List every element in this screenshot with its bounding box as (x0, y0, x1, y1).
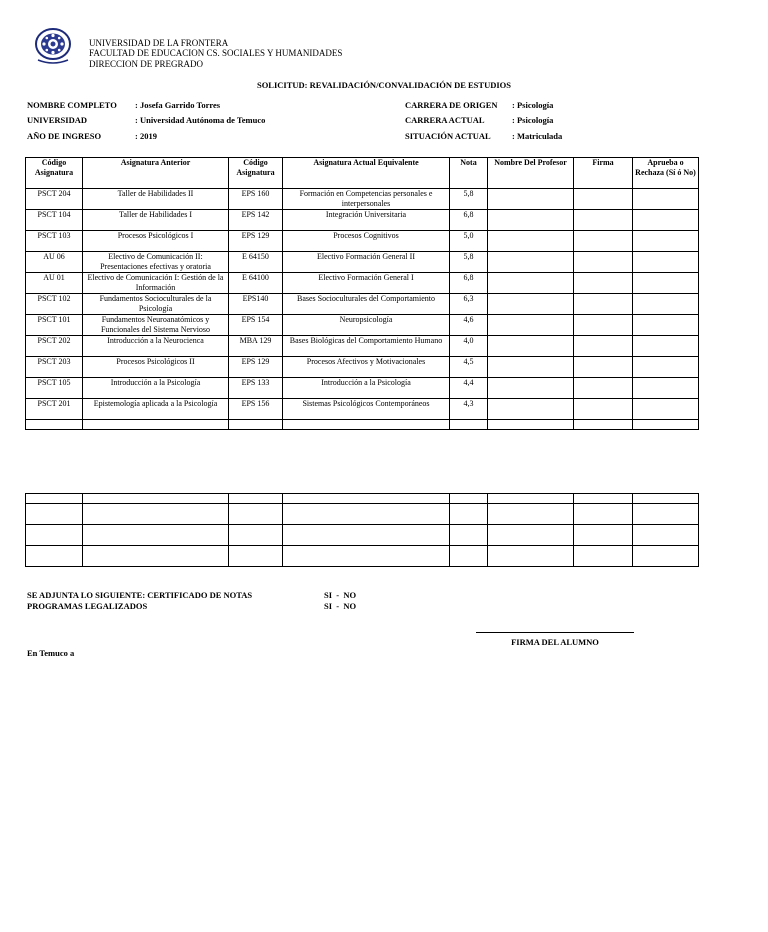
cell-grade: 4,3 (450, 399, 488, 420)
cell-subject-current: Introducción a la Psicología (283, 378, 450, 399)
empty-cell (229, 504, 283, 525)
cell-approval (633, 294, 699, 315)
cell-professor (488, 336, 574, 357)
cell-subject-current: Sistemas Psicológicos Contemporáneos (283, 399, 450, 420)
cell-subject-prev: Fundamentos Socioculturales de la Psicología (83, 294, 229, 315)
cell-code-current: E 64150 (229, 252, 283, 273)
empty-cell (229, 525, 283, 546)
cell-subject-current: Procesos Cognitivos (283, 231, 450, 252)
empty-cell (83, 504, 229, 525)
cell-approval (633, 252, 699, 273)
empty-cell (488, 420, 574, 430)
cell-grade: 5,8 (450, 252, 488, 273)
cell-subject-prev: Epistemología aplicada a la Psicología (83, 399, 229, 420)
empty-cell (488, 546, 574, 567)
empty-cell (26, 546, 83, 567)
cell-professor (488, 231, 574, 252)
cell-subject-current: Procesos Afectivos y Motivacionales (283, 357, 450, 378)
table-row-empty (26, 546, 699, 567)
cell-signature (574, 357, 633, 378)
university-label: UNIVERSIDAD (27, 115, 87, 125)
cell-code-current: EPS 129 (229, 231, 283, 252)
cell-code-current: EPS 129 (229, 357, 283, 378)
cell-subject-current: Bases Socioculturales del Comportamiento (283, 294, 450, 315)
cell-professor (488, 357, 574, 378)
cell-code-current: EPS 133 (229, 378, 283, 399)
table-header-row (26, 158, 699, 189)
cell-code-prev: AU 01 (26, 273, 83, 294)
cell-subject-prev: Introducción a la Neurocienca (83, 336, 229, 357)
cell-approval (633, 315, 699, 336)
empty-cell (26, 420, 83, 430)
empty-cell (488, 494, 574, 504)
cell-subject-current: Electivo Formación General I (283, 273, 450, 294)
signature-label: FIRMA DEL ALUMNO (511, 637, 599, 647)
cell-code-current: EPS 142 (229, 210, 283, 231)
cell-signature (574, 252, 633, 273)
cell-subject-current: Bases Biológicas del Comportamiento Humano (283, 336, 450, 357)
cell-subject-prev: Taller de Habilidades I (83, 210, 229, 231)
table-row (26, 315, 699, 336)
col-header-subject-current: Asignatura Actual Equivalente (283, 158, 450, 189)
cell-code-prev: PSCT 203 (26, 357, 83, 378)
cell-signature (574, 315, 633, 336)
header-university: UNIVERSIDAD DE LA FRONTERA (89, 38, 229, 48)
cell-approval (633, 189, 699, 210)
cell-approval (633, 378, 699, 399)
attachment-line-1: SE ADJUNTA LO SIGUIENTE: CERTIFICADO DE NOTAS (27, 590, 253, 600)
cell-code-prev: PSCT 104 (26, 210, 83, 231)
cell-code-prev: PSCT 105 (26, 378, 83, 399)
cell-approval (633, 210, 699, 231)
empty-cell (574, 504, 633, 525)
cell-subject-current: Electivo Formación General II (283, 252, 450, 273)
cell-approval (633, 273, 699, 294)
university-value: : Universidad Autónoma de Temuco (135, 115, 266, 125)
cell-code-current: E 64100 (229, 273, 283, 294)
empty-cell (83, 420, 229, 430)
empty-cell (574, 494, 633, 504)
table-row (26, 273, 699, 294)
attachment-1-options: SI - NO (324, 590, 357, 600)
cell-subject-prev: Electivo de Comunicación II: Presentaciones efectivas y oratoria (83, 252, 229, 273)
cell-code-prev: PSCT 102 (26, 294, 83, 315)
table-row-empty (26, 494, 699, 504)
current-career-value: : Psicología (512, 115, 554, 125)
cell-grade: 4,6 (450, 315, 488, 336)
cell-professor (488, 189, 574, 210)
empty-cell (229, 420, 283, 430)
cell-signature (574, 189, 633, 210)
cell-grade: 6,8 (450, 210, 488, 231)
cell-grade: 5,0 (450, 231, 488, 252)
empty-cell (83, 525, 229, 546)
empty-cell (574, 525, 633, 546)
cell-subject-prev: Electivo de Comunicación I: Gestión de la Información (83, 273, 229, 294)
cell-grade: 5,8 (450, 189, 488, 210)
cell-approval (633, 399, 699, 420)
document-title: SOLICITUD: REVALIDACIÓN/CONVALIDACIÓN DE ESTUDIOS (256, 80, 512, 90)
empty-cell (283, 494, 450, 504)
cell-approval (633, 231, 699, 252)
table-row (26, 399, 699, 420)
empty-cell (633, 494, 699, 504)
empty-cell (488, 504, 574, 525)
table-row-empty (26, 420, 699, 430)
cell-subject-prev: Procesos Psicológicos I (83, 231, 229, 252)
cell-professor (488, 273, 574, 294)
cell-signature (574, 273, 633, 294)
empty-cell (229, 494, 283, 504)
col-header-signature: Firma (574, 158, 633, 189)
empty-cell (574, 546, 633, 567)
empty-cell (450, 420, 488, 430)
cell-code-prev: PSCT 101 (26, 315, 83, 336)
cell-code-prev: PSCT 204 (26, 189, 83, 210)
signature-line (476, 632, 634, 633)
year-value: : 2019 (135, 131, 157, 141)
university-logo (30, 26, 76, 66)
table-row (26, 252, 699, 273)
current-career-label: CARRERA ACTUAL (405, 115, 485, 125)
empty-cell (26, 504, 83, 525)
cell-signature (574, 399, 633, 420)
cell-signature (574, 294, 633, 315)
cell-grade: 6,8 (450, 273, 488, 294)
empty-cell (283, 525, 450, 546)
cell-subject-prev: Taller de Habilidades II (83, 189, 229, 210)
name-value: : Josefa Garrido Torres (135, 100, 221, 110)
table-row (26, 378, 699, 399)
empty-table (25, 493, 699, 567)
col-header-grade: Nota (450, 158, 488, 189)
table-row (26, 210, 699, 231)
cell-signature (574, 336, 633, 357)
empty-cell (450, 546, 488, 567)
table-row-empty (26, 504, 699, 525)
empty-cell (633, 525, 699, 546)
col-header-code-current: Código Asignatura (229, 158, 283, 189)
cell-code-current: MBA 129 (229, 336, 283, 357)
empty-cell (26, 494, 83, 504)
convalidation-table (25, 157, 699, 430)
table-row (26, 357, 699, 378)
empty-cell (633, 504, 699, 525)
cell-subject-prev: Introducción a la Psicología (83, 378, 229, 399)
cell-signature (574, 231, 633, 252)
empty-cell (83, 494, 229, 504)
cell-code-prev: AU 06 (26, 252, 83, 273)
col-header-subject-prev: Asignatura Anterior (83, 158, 229, 189)
cell-grade: 4,5 (450, 357, 488, 378)
col-header-code-prev: Código Asignatura (26, 158, 83, 189)
empty-cell (283, 546, 450, 567)
cell-professor (488, 378, 574, 399)
cell-signature (574, 210, 633, 231)
cell-code-current: EPS 156 (229, 399, 283, 420)
origin-career-value: : Psicología (512, 100, 554, 110)
year-label: AÑO DE INGRESO (27, 131, 102, 141)
status-value: : Matriculada (512, 131, 563, 141)
status-label: SITUACIÓN ACTUAL (405, 131, 491, 141)
empty-cell (283, 420, 450, 430)
cell-code-current: EPS 160 (229, 189, 283, 210)
cell-professor (488, 294, 574, 315)
place-date: En Temuco a (27, 648, 75, 658)
empty-cell (574, 420, 633, 430)
table-row (26, 336, 699, 357)
cell-signature (574, 378, 633, 399)
cell-subject-current: Neuropsicología (283, 315, 450, 336)
empty-cell (633, 420, 699, 430)
cell-grade: 4,4 (450, 378, 488, 399)
cell-professor (488, 210, 574, 231)
cell-subject-current: Integración Universitaria (283, 210, 450, 231)
empty-cell (633, 546, 699, 567)
cell-approval (633, 357, 699, 378)
empty-cell (488, 525, 574, 546)
col-header-professor: Nombre Del Profesor (488, 158, 574, 189)
empty-cell (83, 546, 229, 567)
empty-cell (450, 494, 488, 504)
col-header-approval: Aprueba o Rechaza (Sí ó No) (633, 158, 699, 189)
cell-code-current: EPS 154 (229, 315, 283, 336)
table-row-empty (26, 525, 699, 546)
name-label: NOMBRE COMPLETO (27, 100, 117, 110)
header-direction: DIRECCION DE PREGRADO (89, 59, 204, 69)
cell-code-current: EPS140 (229, 294, 283, 315)
attachment-line-2: PROGRAMAS LEGALIZADOS (27, 601, 148, 611)
empty-cell (450, 504, 488, 525)
header-faculty: FACULTAD DE EDUCACION CS. SOCIALES Y HUMANIDADES (89, 48, 343, 58)
table-row (26, 231, 699, 252)
cell-subject-prev: Fundamentos Neuroanatómicos y Funcionales del Sistema Nervioso (83, 315, 229, 336)
empty-cell (283, 504, 450, 525)
table-row (26, 294, 699, 315)
cell-code-prev: PSCT 201 (26, 399, 83, 420)
cell-subject-current: Formación en Competencias personales e interpersonales (283, 189, 450, 210)
cell-code-prev: PSCT 202 (26, 336, 83, 357)
empty-cell (229, 546, 283, 567)
cell-subject-prev: Procesos Psicológicos II (83, 357, 229, 378)
cell-grade: 4,0 (450, 336, 488, 357)
empty-cell (26, 525, 83, 546)
attachment-2-options: SI - NO (324, 601, 357, 611)
cell-grade: 6,3 (450, 294, 488, 315)
cell-approval (633, 336, 699, 357)
empty-cell (450, 525, 488, 546)
origin-career-label: CARRERA DE ORIGEN (405, 100, 498, 110)
cell-professor (488, 399, 574, 420)
cell-code-prev: PSCT 103 (26, 231, 83, 252)
cell-professor (488, 252, 574, 273)
cell-professor (488, 315, 574, 336)
table-row (26, 189, 699, 210)
